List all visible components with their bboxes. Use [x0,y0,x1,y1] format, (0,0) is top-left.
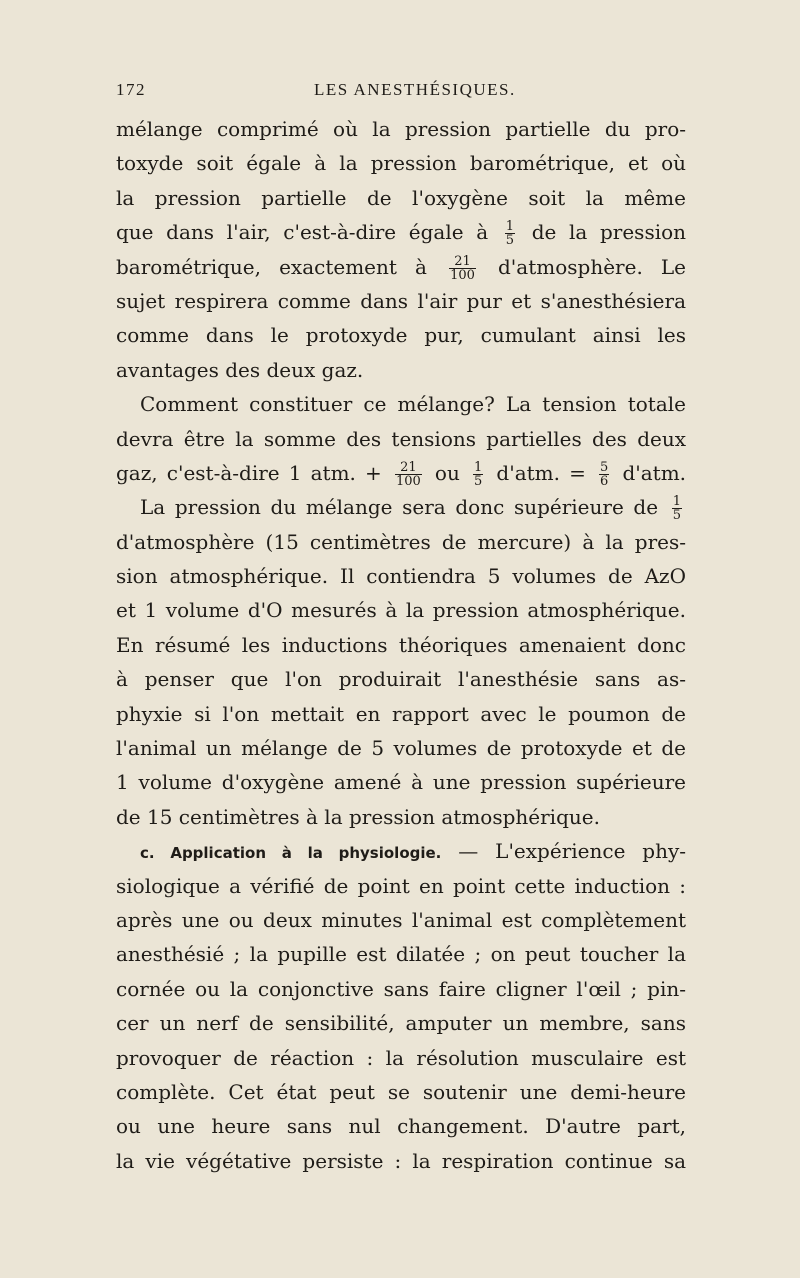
text-segment: d'atm. = [496,460,586,485]
fraction-five-sixths [599,461,609,488]
fraction-21-hundredths [449,255,476,282]
text-line [116,456,686,490]
text-line: cornée ou la conjonctive sans faire cligner l'œil ; pin- [116,976,686,1001]
text-segment: — L'expérience phy- [458,839,687,864]
text-line: anesthésié ; la pupille est dilatée ; on peut toucher la [116,942,686,967]
fraction-21-hundredths [395,461,422,488]
fraction-one-fifth [672,495,682,522]
text-line [116,490,686,524]
text-line: sion atmosphérique. Il contiendra 5 volumes de AzO [116,564,686,589]
section-heading: c. Application à la physiologie. [140,844,442,863]
text-line: l'animal un mélange de 5 volumes de protoxyde et de [116,736,686,761]
text-segment: La pression du mélange sera donc supérieure de [140,495,659,520]
text-line: la pression partielle de l'oxygène soit la même [116,185,686,210]
text-line: En résumé les inductions théoriques amenaient donc [116,632,686,657]
text-line: 1 volume d'oxygène amené à une pression supérieure [116,770,686,795]
text-line: et 1 volume d'O mesurés à la pression atmosphérique. [116,598,686,623]
text-segment: barométrique, exactement à [116,254,427,279]
fraction-numerator: 21 [454,253,471,269]
fraction-numerator: 5 [600,459,609,475]
text-segment: gaz, c'est-à-dire 1 atm. + [116,460,382,485]
text-line [116,215,686,249]
fraction-one-fifth [473,461,483,488]
text-line: provoquer de réaction : la résolution musculaire est [116,1045,686,1070]
text-line: phyxie si l'on mettait en rapport avec le poumon de [116,701,686,726]
fraction-numerator: 21 [400,459,417,475]
fraction-denominator: 5 [473,473,483,489]
text-line: comme dans le protoxyde pur, cumulant ainsi les [116,323,686,348]
text-segment: que dans l'air, c'est-à-dire égale à [116,220,489,245]
fraction-denominator: 100 [450,267,475,283]
text-line: après une ou deux minutes l'animal est complètement [116,907,686,932]
text-line: Comment constituer ce mélange? La tension totale [140,392,686,417]
fraction-denominator: 5 [505,233,515,249]
text-line: cer un nerf de sensibilité, amputer un membre, sans [116,1011,686,1036]
text-segment: de la pression [531,220,687,245]
body-text [116,112,686,1178]
text-line: toxyde soit égale à la pression barométrique, et où [116,151,686,176]
text-line: à penser que l'on produirait l'anesthésie sans as- [116,667,686,692]
text-line: la vie végétative persiste : la respiration continue sa [116,1148,686,1173]
text-line: devra être la somme des tensions partielles des deux [116,426,686,451]
text-line: de 15 centimètres à la pression atmosphérique. [116,804,600,829]
fraction-numerator: 1 [672,494,682,510]
page-header [116,80,682,104]
fraction-denominator: 100 [395,473,421,489]
text-line: sujet respirera comme dans l'air pur et s'anesthésiera [116,288,686,313]
text-segment: ou [434,460,460,485]
text-line: avantages des deux gaz. [116,357,364,382]
text-line [116,250,686,284]
page-number: 172 [116,80,146,99]
text-line: ou une heure sans nul changement. D'autre part, [116,1114,686,1139]
text-line: complète. Cet état peut se soutenir une demi-heure [116,1079,686,1104]
fraction-numerator: 1 [505,219,515,235]
fraction-denominator: 6 [600,473,609,489]
text-segment: d'atm. [622,460,687,485]
fraction-denominator: 5 [672,508,682,524]
running-title: LES ANESTHÉSIQUES. [314,80,516,99]
text-segment: d'atmosphère. Le [498,254,687,279]
fraction-numerator: 1 [473,459,483,475]
text-line [116,834,686,868]
text-line: d'atmosphère (15 centimètres de mercure) à la pres- [116,529,686,554]
text-line: siologique a vérifié de point en point cette induction : [116,873,686,898]
text-line: mélange comprimé où la pression partielle du pro- [116,117,686,141]
fraction-one-fifth [505,220,515,247]
